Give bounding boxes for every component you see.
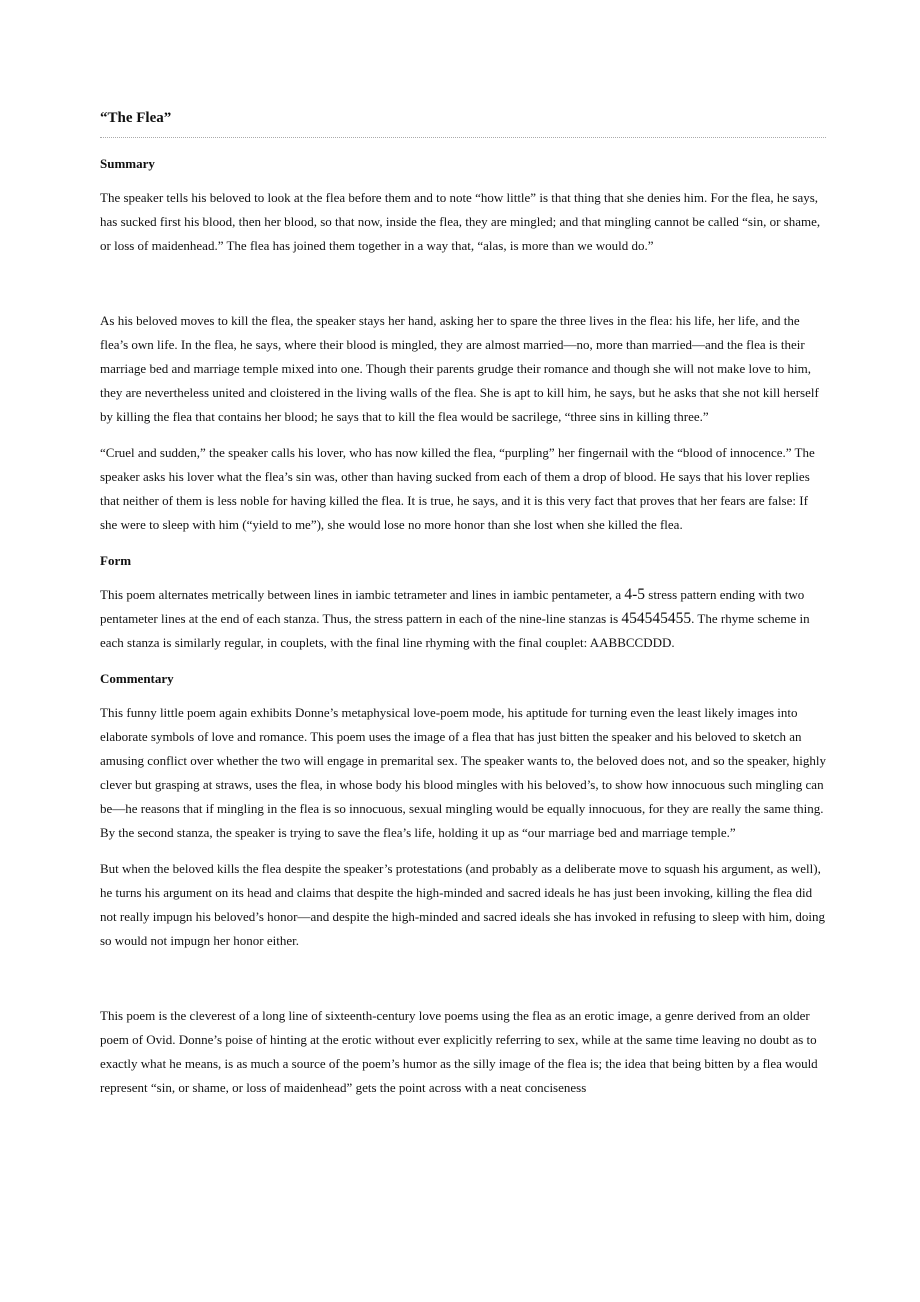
text: . The rhyme scheme in each stanza is similarly regular, in couplets, with the final line rhyming with the final couplet: AABBCCDDD. (100, 611, 810, 650)
stanza-pattern: 454545455 (621, 610, 692, 627)
commentary-paragraph: This funny little poem again exhibits Donne’s metaphysical love-poem mode, his aptitude for turning even the least likely images into elaborate symbols of love and romance. This poem uses the image of a flea that has just bitten the speaker and his beloved to sketch an amusing conflict over whether the two will engage in premarital sex. The speaker wants to, the beloved does not, and so the speaker, highly clever but grasping at straws, uses the flea, in whose body his blood mingles with his beloved’s, to show how innocuous such mingling can be—he reasons that if mingling in the flea is so innocuous, sexual mingling would be equally innocuous, for they are really the same thing. By the second stanza, the speaker is trying to save the flea’s life, holding it up as “our marriage bed and marriage temple.” (100, 705, 826, 840)
commentary-heading: Commentary (100, 671, 174, 686)
summary-paragraph: “Cruel and sudden,” the speaker calls his lover, who has now killed the flea, “purpling” her fingernail with the “blood of innocence.” The speaker asks his lover what the flea’s sin was, other than having sucked from each of them a drop of blood. He says that his lover replies that neither of them is less noble for having killed the flea. It is true, he says, and it is this very fact that proves that her fears are false: If she were to sleep with him (“yield to me”), she would lose no more honor than she lost when she killed the flea. (100, 445, 815, 532)
summary-paragraph: As his beloved moves to kill the flea, the speaker stays her hand, asking her to spare the three lives in the flea: his life, her life, and the flea’s own life. In the flea, he says, where their blood is mingled, they are almost married—no, more than married—and the flea is their marriage bed and marriage temple mixed into one. Though their parents grudge their romance and though she will not make love to him, they are nevertheless united and cloistered in the living walls of the flea. She is apt to kill him, he says, but he asks that she not kill herself by killing the flea that contains her blood; he says that to kill the flea would be sacrilege, “three sins in killing three.” (100, 313, 819, 424)
document (100, 106, 826, 1112)
commentary-paragraph: But when the beloved kills the flea despite the speaker’s protestations (and probably as a deliberate move to squash his argument, as well), he turns his argument on its head and claims that despite the high-minded and sacred ideals he has just been invoking, killing the flea did not really impugn his beloved’s honor—and despite the high-minded and sacred ideals she has invoked in refusing to sleep with him, doing so would not impugn her honor either. (100, 861, 825, 948)
spacer (100, 270, 826, 309)
summary-paragraph: The speaker tells his beloved to look at the flea before them and to note “how little” is that thing that she denies him. For the flea, he says, has sucked first his blood, then her blood, so that now, inside the flea, they are mingled; and that mingling cannot be called “sin, or shame, or loss of maidenhead.” The flea has joined them together in a way that, “alas, is more than we would do.” (100, 190, 821, 253)
text: This poem alternates metrically between lines in iambic tetrameter and lines in iambic pentameter, a (100, 587, 625, 602)
spacer (100, 965, 826, 1004)
form-paragraph (100, 583, 826, 655)
commentary-paragraph: This poem is the cleverest of a long line of sixteenth-century love poems using the flea as an erotic image, a genre derived from an older poem of Ovid. Donne’s poise of hinting at the erotic without ever explicitly referring to sex, while at the same time leaving no doubt as to exactly what he means, is as much a source of the poem’s humor as the silly image of the flea is; the idea that being bitten by a flea would represent “sin, or shame, or loss of maidenhead” gets the point across with a neat conciseness (100, 1008, 818, 1095)
page-title: “The Flea” (100, 110, 172, 126)
text: stress pattern ending with two pentameter lines at the end of each stanza. Thus, the stress pattern in each of the nine-line stanzas is (100, 587, 805, 626)
divider (100, 137, 826, 138)
stress-pattern: 4-5 (624, 586, 646, 603)
summary-heading: Summary (100, 156, 155, 171)
form-heading: Form (100, 553, 132, 568)
